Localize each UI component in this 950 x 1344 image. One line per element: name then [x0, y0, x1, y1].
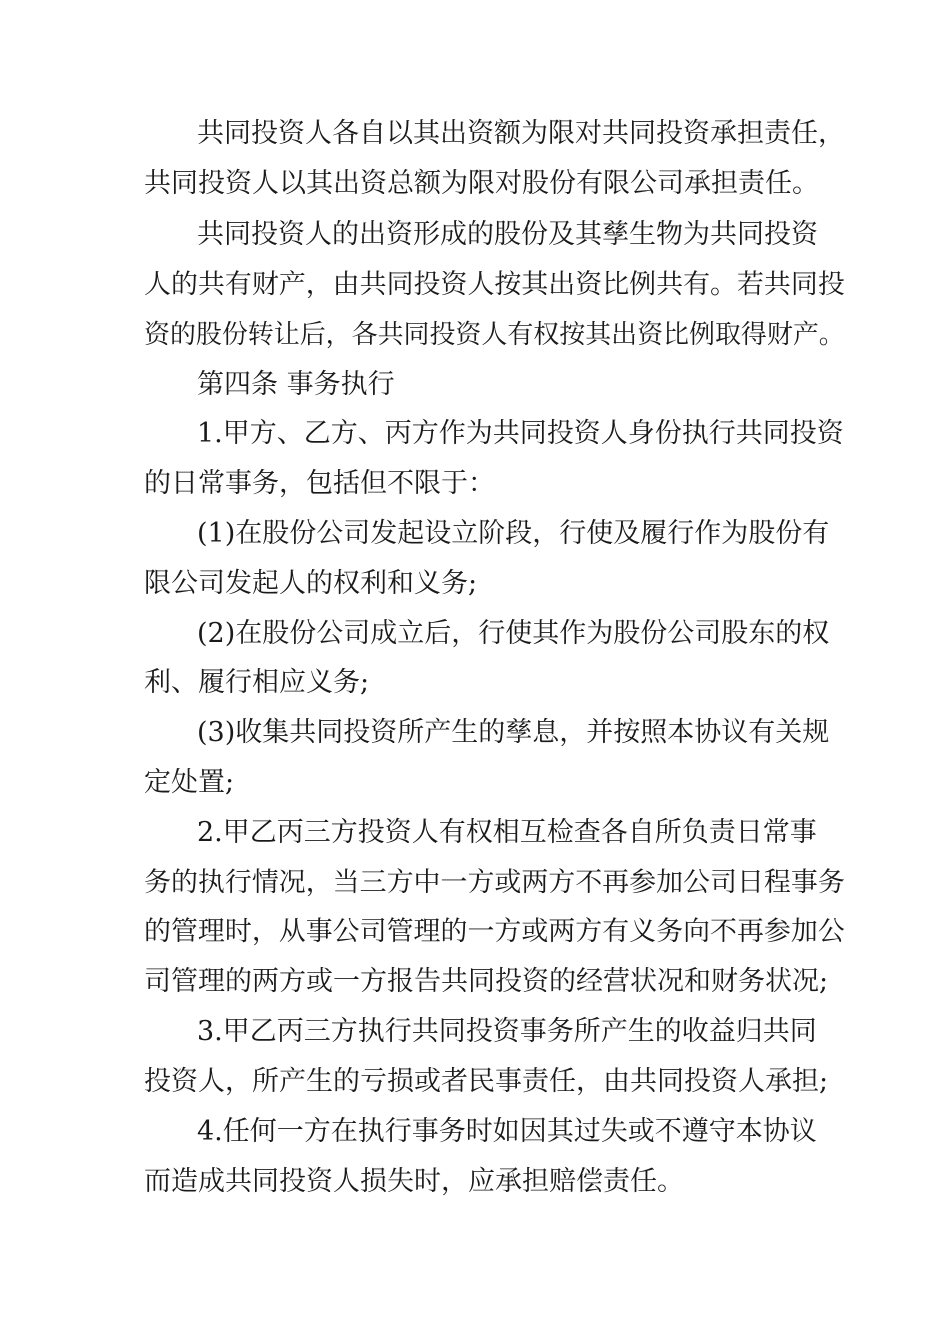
line-20: 投资人，所产生的亏损或者民事责任，由共同投资人承担; — [144, 1066, 829, 1097]
line-1: 共同投资人各自以其出资额为限对共同投资承担责任， — [197, 118, 845, 149]
line-7: 1.甲方、乙方、丙方作为共同投资人身份执行共同投资 — [197, 418, 844, 449]
line-17: 的管理时，从事公司管理的一方或两方有义务向不再参加公 — [144, 916, 845, 947]
line-6: 第四条 事务执行 — [197, 369, 395, 400]
line-2: 共同投资人以其出资总额为限对股份有限公司承担责任。 — [144, 168, 819, 199]
line-9: (1)在股份公司发起设立阶段，行使及履行作为股份有 — [197, 518, 830, 549]
line-10: 限公司发起人的权利和义务; — [144, 568, 478, 599]
line-21: 4.任何一方在执行事务时如因其过失或不遵守本协议 — [197, 1116, 817, 1147]
line-15: 2.甲乙丙三方投资人有权相互检查各自所负责日常事 — [197, 817, 817, 848]
line-19: 3.甲乙丙三方执行共同投资事务所产生的收益归共同 — [197, 1016, 817, 1047]
line-4: 人的共有财产，由共同投资人按其出资比例共有。若共同投 — [144, 269, 845, 300]
line-3: 共同投资人的出资形成的股份及其孳生物为共同投资 — [197, 219, 818, 250]
line-22: 而造成共同投资人损失时，应承担赔偿责任。 — [144, 1166, 684, 1197]
line-14: 定处置; — [144, 767, 235, 798]
line-16: 务的执行情况，当三方中一方或两方不再参加公司日程事务 — [144, 867, 845, 898]
line-11: (2)在股份公司成立后，行使其作为股份公司股东的权 — [197, 618, 830, 649]
line-13: (3)收集共同投资所产生的孳息，并按照本协议有关规 — [197, 717, 830, 748]
line-5: 资的股份转让后，各共同投资人有权按其出资比例取得财产。 — [144, 320, 845, 350]
line-8: 的日常事务，包括但不限于： — [144, 468, 495, 499]
line-18: 司管理的两方或一方报告共同投资的经营状况和财务状况; — [144, 966, 829, 997]
line-12: 利、履行相应义务; — [144, 667, 370, 698]
